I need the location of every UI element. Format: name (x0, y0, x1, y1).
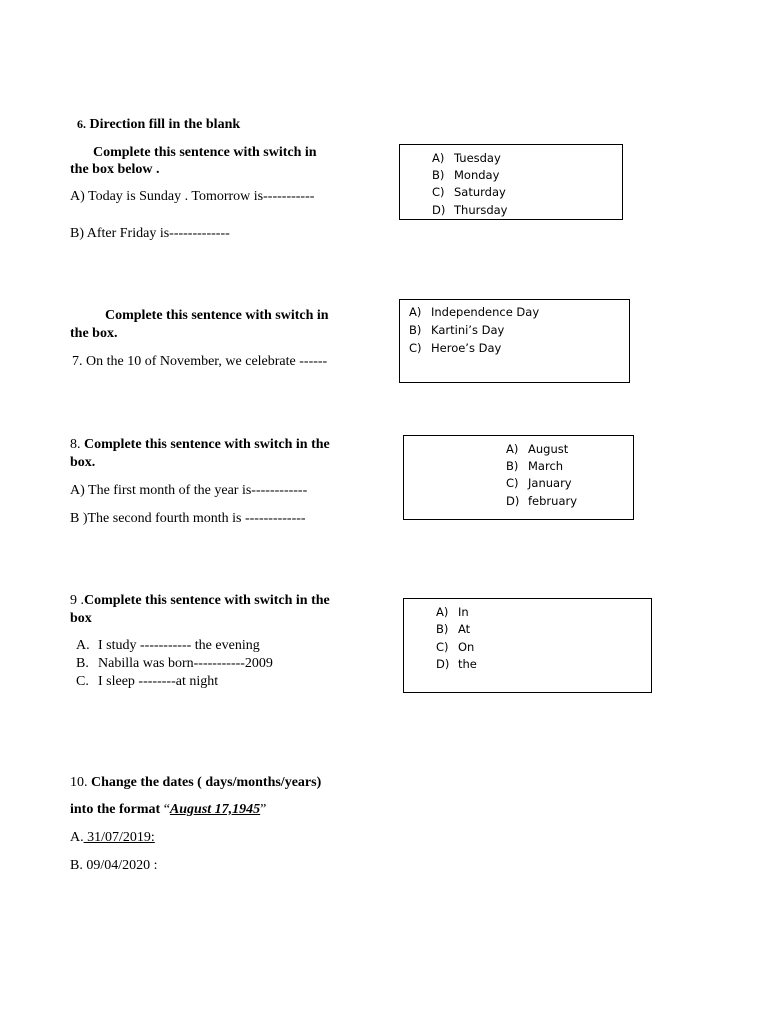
q10-heading-text: Change the dates ( days/months/years) (91, 775, 322, 790)
option-letter: B) (436, 622, 449, 636)
item-letter: A. (76, 638, 90, 653)
q8-option-d (506, 494, 577, 509)
q9-option-b (436, 622, 470, 637)
q8-item-a: A) The first month of the year is------------ (70, 483, 308, 498)
option-text: Kartini’s Day (431, 323, 505, 337)
q9-item-a (76, 637, 260, 655)
option-text: At (458, 622, 471, 636)
q6-option-c (432, 185, 506, 200)
q8-heading-line2: box. (70, 455, 96, 470)
q10-format-prefix: into the format (70, 802, 161, 817)
q10-item-b: B. 09/04/2020 : (70, 858, 158, 873)
option-letter: C) (432, 185, 445, 199)
option-text: January (528, 476, 572, 490)
option-letter: A) (436, 605, 449, 619)
q10-item-a (70, 829, 155, 847)
q6-number: 6. (77, 117, 86, 131)
item-letter: C. (76, 674, 89, 689)
option-letter: C) (506, 476, 519, 490)
q9-item-c (76, 673, 218, 691)
q7-options-box (399, 299, 630, 383)
q8-item-b: B )The second fourth month is ------------- (70, 511, 306, 526)
q9-options-box (403, 598, 652, 693)
q6-option-a (432, 151, 501, 166)
q8-heading-line1 (70, 436, 330, 454)
q8-option-c (506, 476, 572, 491)
q8-options-box (403, 435, 634, 520)
option-letter: B) (506, 459, 519, 473)
item-text: Nabilla was born-----------2009 (98, 656, 273, 671)
q9-heading-line2: box (70, 611, 92, 626)
option-text: the (458, 657, 477, 671)
q9-option-c (436, 640, 474, 655)
option-text: Tuesday (454, 151, 501, 165)
q10-close-quote: ” (260, 802, 267, 817)
option-letter: C) (436, 640, 449, 654)
q9-number: 9 . (70, 593, 84, 608)
option-text: In (458, 605, 469, 619)
q10-number: 10. (70, 775, 88, 790)
option-text: August (528, 442, 569, 456)
q6-option-b (432, 168, 499, 183)
q6-item-a: A) Today is Sunday . Tomorrow is----------- (70, 189, 315, 204)
q6-heading (77, 115, 240, 134)
q6-instruction-line2: the box below . (70, 162, 160, 177)
q8-option-a (506, 442, 568, 457)
option-text: Independence Day (431, 305, 540, 319)
q8-heading-text: Complete this sentence with switch in the (84, 437, 330, 452)
option-letter: B) (432, 168, 445, 182)
q9-option-d (436, 657, 477, 672)
option-letter: D) (432, 203, 446, 217)
option-text: Saturday (454, 185, 506, 199)
q6-option-d (432, 203, 507, 218)
q9-heading-text: Complete this sentence with switch in the (84, 593, 330, 608)
q10-heading-line1 (70, 774, 321, 792)
q9-heading-line1 (70, 592, 330, 610)
q7-option-a (409, 305, 539, 320)
q7-option-b (409, 323, 504, 338)
option-letter: A) (409, 305, 422, 319)
option-letter: C) (409, 341, 422, 355)
item-letter: A. (70, 830, 84, 845)
option-text: March (528, 459, 564, 473)
q7-item: 7. On the 10 of November, we celebrate ------ (72, 354, 328, 369)
option-text: Monday (454, 168, 500, 182)
q6-item-b: B) After Friday is------------- (70, 226, 230, 241)
q6-heading-text: Direction fill in the blank (89, 117, 241, 132)
q6-options-box (399, 144, 623, 220)
q9-option-a (436, 605, 469, 620)
option-letter: A) (432, 151, 445, 165)
q9-item-b (76, 655, 273, 673)
q7-instruction-line2: the box. (70, 326, 118, 341)
option-text: On (458, 640, 475, 654)
q7-option-c (409, 341, 501, 356)
item-letter: B. (76, 656, 89, 671)
q7-instruction-line1: Complete this sentence with switch in (105, 308, 329, 323)
q6-instruction-line1: Complete this sentence with switch in (93, 145, 317, 160)
option-text: Thursday (454, 203, 508, 217)
option-letter: A) (506, 442, 519, 456)
q10-format-example: August 17,1945 (169, 802, 261, 817)
q8-option-b (506, 459, 563, 474)
option-letter: D) (436, 657, 450, 671)
option-letter: B) (409, 323, 422, 337)
option-text: february (528, 494, 578, 508)
option-text: Heroe’s Day (431, 341, 502, 355)
q8-number: 8. (70, 437, 81, 452)
q10-open-quote: “ (163, 802, 170, 817)
item-text: 31/07/2019: (83, 830, 155, 845)
q10-heading-line2 (70, 801, 266, 819)
item-text: I study ----------- the evening (98, 638, 260, 653)
item-text: I sleep --------at night (98, 674, 219, 689)
option-letter: D) (506, 494, 520, 508)
